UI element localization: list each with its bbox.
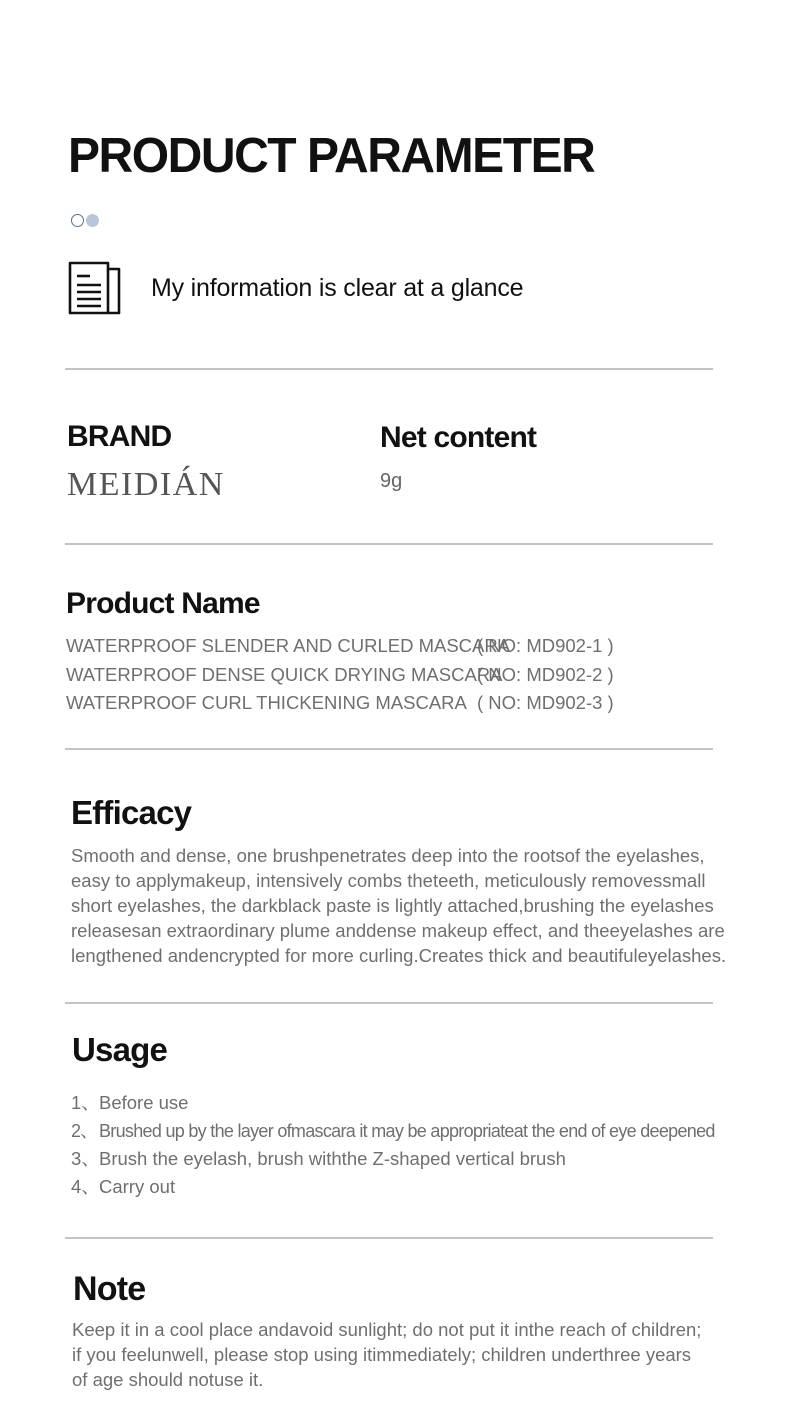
note-label: Note xyxy=(73,1270,146,1308)
list-item xyxy=(71,1145,715,1173)
divider xyxy=(65,368,713,370)
list-item xyxy=(71,1117,715,1145)
product-name: WATERPROOF DENSE QUICK DRYING MASCARA xyxy=(66,663,503,685)
text-line: of age should notuse it. xyxy=(72,1369,264,1390)
product-number: ( NO: MD902-3 ) xyxy=(477,692,614,713)
circle-outline-icon xyxy=(71,214,84,227)
text-line: short eyelashes, the darkblack paste is lightly attached,brushing the eyelashes xyxy=(71,895,714,916)
step-number: 1、 xyxy=(71,1092,100,1113)
net-content-value: 9g xyxy=(380,470,403,492)
step-number: 3、 xyxy=(71,1148,100,1169)
product-name: WATERPROOF CURL THICKENING MASCARA xyxy=(66,692,467,713)
product-name-label: Product Name xyxy=(66,587,260,620)
brand-logo: MEIDIÁN xyxy=(67,466,225,503)
list-item xyxy=(71,1173,715,1201)
divider xyxy=(65,543,713,545)
efficacy-label: Efficacy xyxy=(71,794,192,831)
product-name: WATERPROOF SLENDER AND CURLED MASCARA xyxy=(66,635,511,656)
list-item xyxy=(71,1089,715,1117)
text-line: lengthened andencrypted for more curling.Creates thick and beautifuleyelashes. xyxy=(71,945,727,966)
usage-label: Usage xyxy=(72,1031,168,1068)
efficacy-text xyxy=(71,843,771,968)
text-line: Smooth and dense, one brushpenetrates deep into the rootsof the eyelashes, xyxy=(71,845,705,866)
page-title: PRODUCT PARAMETER xyxy=(68,129,595,183)
step-number: 4、 xyxy=(71,1176,100,1197)
note-text xyxy=(72,1317,772,1392)
text-line: Keep it in a cool place andavoid sunlight; do not put it inthe reach of children; xyxy=(72,1319,702,1340)
divider xyxy=(65,1002,713,1004)
text-line: easy to applymakeup, intensively combs theteeth, meticulously removessmall xyxy=(71,870,706,891)
product-number: ( NO: MD902-2 ) xyxy=(477,663,614,685)
divider xyxy=(65,748,713,750)
text-line: releasesan extraordinary plume anddense makeup effect, and theeyelashes are xyxy=(71,920,725,941)
circle-filled-icon xyxy=(86,214,99,227)
tagline: My information is clear at a glance xyxy=(151,274,524,302)
step-number: 2、 xyxy=(71,1121,98,1141)
step-text: Before use xyxy=(99,1092,189,1113)
text-line: if you feelunwell, please stop using itimmediately; children underthree years xyxy=(72,1344,692,1365)
step-text: Carry out xyxy=(99,1176,176,1197)
decorative-dots xyxy=(71,213,103,229)
step-text: Brushed up by the layer ofmascara it may be appropriateat the end of eye deepened xyxy=(99,1121,715,1141)
brand-label: BRAND xyxy=(67,420,172,453)
divider xyxy=(65,1237,713,1239)
document-icon xyxy=(66,259,124,317)
usage-steps xyxy=(71,1089,715,1201)
step-text: Brush the eyelash, brush withthe Z-shaped vertical brush xyxy=(99,1148,566,1169)
product-number: ( NO: MD902-1 ) xyxy=(477,635,614,656)
net-content-label: Net content xyxy=(380,421,537,454)
